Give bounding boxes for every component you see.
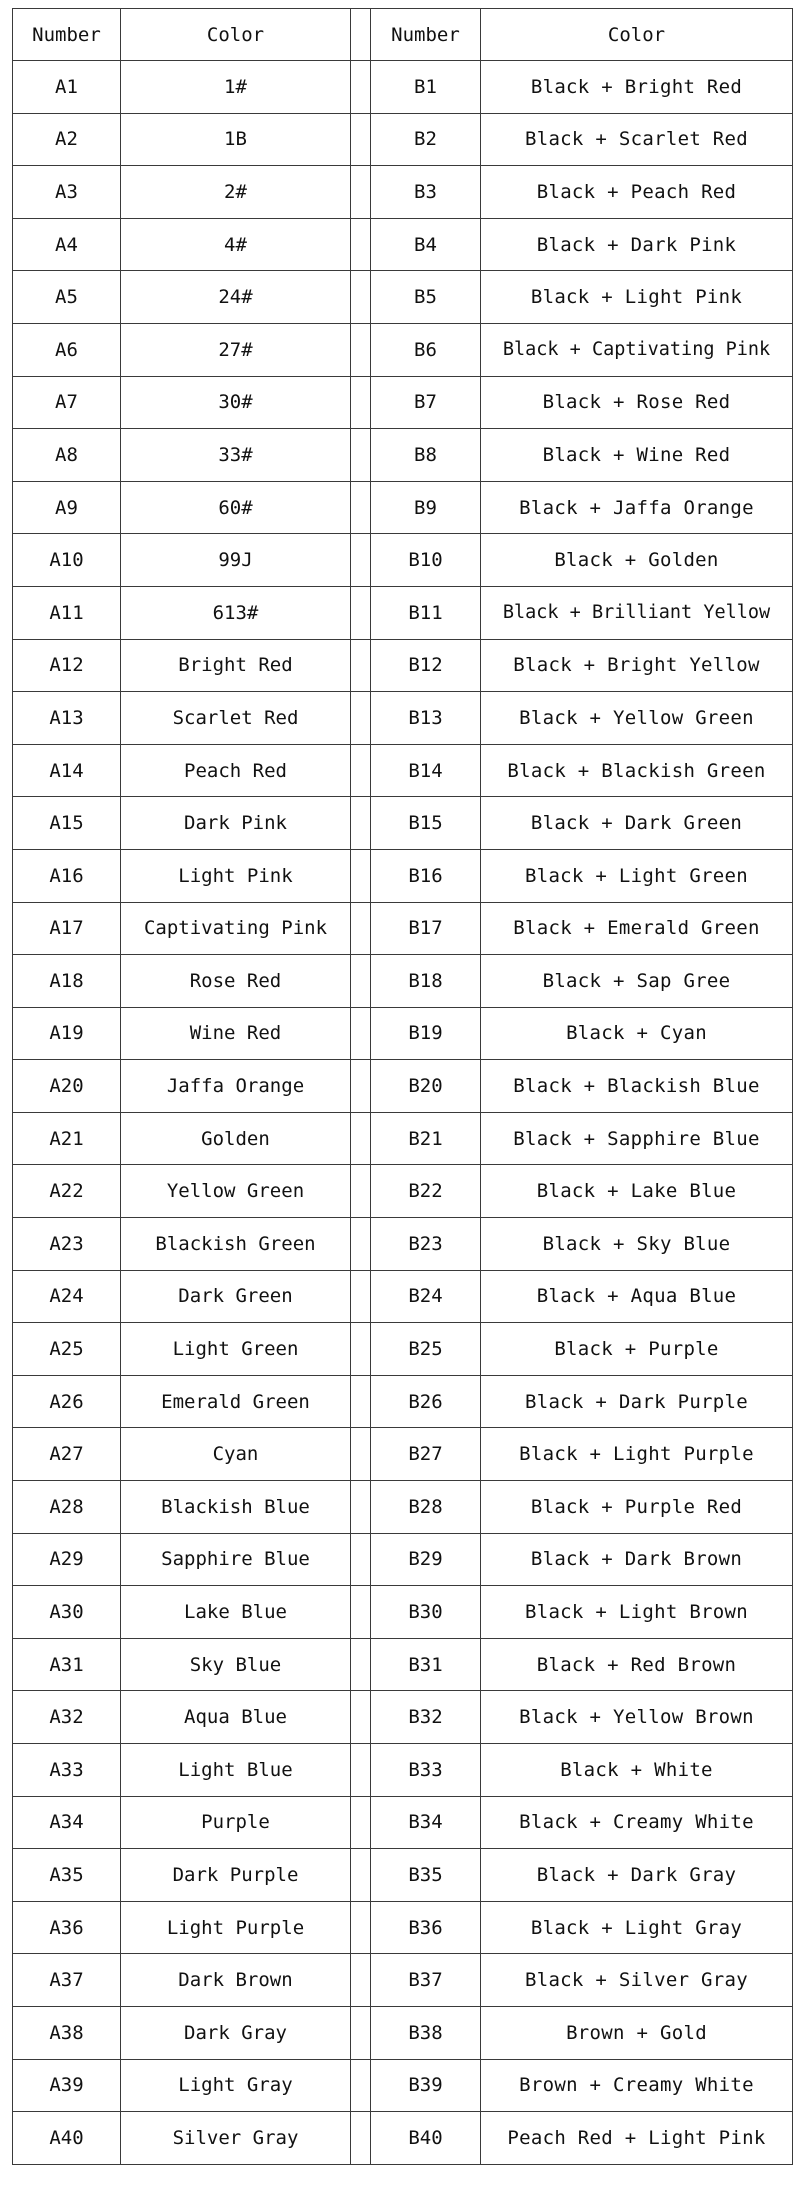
cell-color-b: Black + Aqua Blue xyxy=(481,1270,793,1323)
cell-number-a: A20 xyxy=(13,1060,121,1113)
cell-color-b: Black + Light Purple xyxy=(481,1428,793,1481)
table-row xyxy=(13,1218,793,1271)
color-table xyxy=(12,8,793,2165)
cell-number-b: B11 xyxy=(371,586,481,639)
column-gap xyxy=(351,586,371,639)
column-gap xyxy=(351,1796,371,1849)
cell-color-b: Black + Emerald Green xyxy=(481,902,793,955)
column-gap xyxy=(351,1165,371,1218)
cell-color-b: Black + Purple xyxy=(481,1323,793,1376)
cell-color-b: Black + Yellow Brown xyxy=(481,1691,793,1744)
table-row xyxy=(13,2059,793,2112)
column-gap xyxy=(351,1428,371,1481)
cell-number-b: B31 xyxy=(371,1638,481,1691)
cell-number-a: A22 xyxy=(13,1165,121,1218)
column-gap xyxy=(351,1270,371,1323)
column-gap xyxy=(351,9,371,61)
cell-color-b: Black + Dark Gray xyxy=(481,1849,793,1902)
cell-color-a: Light Gray xyxy=(121,2059,351,2112)
cell-color-a: 30# xyxy=(121,376,351,429)
cell-color-a: Scarlet Red xyxy=(121,692,351,745)
cell-color-b: Black + Dark Purple xyxy=(481,1375,793,1428)
cell-number-a: A25 xyxy=(13,1323,121,1376)
cell-color-b: Brown + Creamy White xyxy=(481,2059,793,2112)
column-gap xyxy=(351,429,371,482)
cell-number-b: B3 xyxy=(371,166,481,219)
cell-color-b: Black + Captivating Pink xyxy=(481,323,793,376)
cell-color-b: Black + Bright Red xyxy=(481,61,793,114)
cell-number-a: A7 xyxy=(13,376,121,429)
table-row xyxy=(13,1165,793,1218)
cell-number-a: A19 xyxy=(13,1007,121,1060)
column-gap xyxy=(351,1323,371,1376)
cell-number-b: B23 xyxy=(371,1218,481,1271)
cell-number-a: A24 xyxy=(13,1270,121,1323)
cell-color-b: Black + Peach Red xyxy=(481,166,793,219)
cell-color-a: Lake Blue xyxy=(121,1586,351,1639)
cell-number-a: A3 xyxy=(13,166,121,219)
cell-number-b: B30 xyxy=(371,1586,481,1639)
column-gap xyxy=(351,1060,371,1113)
column-gap xyxy=(351,2059,371,2112)
cell-number-b: B6 xyxy=(371,323,481,376)
table-row xyxy=(13,1586,793,1639)
table-row xyxy=(13,218,793,271)
cell-color-b: Black + Golden xyxy=(481,534,793,587)
cell-color-a: Dark Brown xyxy=(121,1954,351,2007)
column-gap xyxy=(351,1744,371,1797)
column-gap xyxy=(351,323,371,376)
column-gap xyxy=(351,218,371,271)
table-row xyxy=(13,955,793,1008)
cell-color-b: Black + Blackish Green xyxy=(481,744,793,797)
column-gap xyxy=(351,1007,371,1060)
column-gap xyxy=(351,271,371,324)
cell-number-a: A37 xyxy=(13,1954,121,2007)
cell-number-a: A27 xyxy=(13,1428,121,1481)
cell-color-b: Black + Bright Yellow xyxy=(481,639,793,692)
cell-color-a: Blackish Green xyxy=(121,1218,351,1271)
cell-color-b: Black + Wine Red xyxy=(481,429,793,482)
table-row xyxy=(13,1744,793,1797)
column-gap xyxy=(351,744,371,797)
cell-number-b: B2 xyxy=(371,113,481,166)
cell-number-a: A5 xyxy=(13,271,121,324)
cell-number-a: A17 xyxy=(13,902,121,955)
table-row xyxy=(13,1007,793,1060)
cell-number-b: B13 xyxy=(371,692,481,745)
table-row xyxy=(13,1901,793,1954)
header-row xyxy=(13,9,793,61)
cell-number-b: B38 xyxy=(371,2006,481,2059)
cell-number-a: A38 xyxy=(13,2006,121,2059)
column-gap xyxy=(351,1218,371,1271)
table-row xyxy=(13,797,793,850)
cell-number-a: A6 xyxy=(13,323,121,376)
cell-color-b: Black + Creamy White xyxy=(481,1796,793,1849)
cell-color-b: Black + Jaffa Orange xyxy=(481,481,793,534)
cell-color-b: Peach Red + Light Pink xyxy=(481,2112,793,2165)
column-gap xyxy=(351,849,371,902)
cell-number-a: A34 xyxy=(13,1796,121,1849)
cell-color-a: Golden xyxy=(121,1112,351,1165)
table-row xyxy=(13,1428,793,1481)
table-row xyxy=(13,1060,793,1113)
cell-color-b: Black + Dark Pink xyxy=(481,218,793,271)
column-gap xyxy=(351,1112,371,1165)
table-row xyxy=(13,1796,793,1849)
column-gap xyxy=(351,1375,371,1428)
table-row xyxy=(13,1112,793,1165)
cell-number-a: A13 xyxy=(13,692,121,745)
table-row xyxy=(13,1375,793,1428)
cell-number-b: B20 xyxy=(371,1060,481,1113)
table-row xyxy=(13,271,793,324)
cell-color-a: 33# xyxy=(121,429,351,482)
header-number-a: Number xyxy=(13,9,121,61)
cell-color-a: Sapphire Blue xyxy=(121,1533,351,1586)
cell-color-a: Peach Red xyxy=(121,744,351,797)
cell-number-b: B16 xyxy=(371,849,481,902)
cell-color-a: Aqua Blue xyxy=(121,1691,351,1744)
table-row xyxy=(13,113,793,166)
cell-color-a: Yellow Green xyxy=(121,1165,351,1218)
cell-color-a: Bright Red xyxy=(121,639,351,692)
cell-number-b: B9 xyxy=(371,481,481,534)
column-gap xyxy=(351,376,371,429)
cell-color-b: Black + Light Pink xyxy=(481,271,793,324)
cell-color-a: Sky Blue xyxy=(121,1638,351,1691)
table-row xyxy=(13,481,793,534)
cell-number-a: A31 xyxy=(13,1638,121,1691)
table-row xyxy=(13,166,793,219)
header-color-b: Color xyxy=(481,9,793,61)
cell-number-b: B8 xyxy=(371,429,481,482)
cell-number-b: B32 xyxy=(371,1691,481,1744)
cell-color-b: Black + Brilliant Yellow xyxy=(481,586,793,639)
column-gap xyxy=(351,113,371,166)
cell-number-a: A16 xyxy=(13,849,121,902)
cell-number-b: B36 xyxy=(371,1901,481,1954)
column-gap xyxy=(351,534,371,587)
cell-color-a: 4# xyxy=(121,218,351,271)
cell-number-b: B1 xyxy=(371,61,481,114)
table-row xyxy=(13,1849,793,1902)
cell-color-a: 1# xyxy=(121,61,351,114)
header-number-b: Number xyxy=(371,9,481,61)
cell-number-b: B22 xyxy=(371,1165,481,1218)
cell-color-a: 613# xyxy=(121,586,351,639)
column-gap xyxy=(351,481,371,534)
column-gap xyxy=(351,955,371,1008)
cell-number-b: B4 xyxy=(371,218,481,271)
cell-number-b: B5 xyxy=(371,271,481,324)
cell-number-b: B12 xyxy=(371,639,481,692)
cell-number-a: A15 xyxy=(13,797,121,850)
cell-number-b: B39 xyxy=(371,2059,481,2112)
column-gap xyxy=(351,2006,371,2059)
cell-number-b: B19 xyxy=(371,1007,481,1060)
cell-number-b: B35 xyxy=(371,1849,481,1902)
cell-color-a: Dark Green xyxy=(121,1270,351,1323)
column-gap xyxy=(351,166,371,219)
column-gap xyxy=(351,2112,371,2165)
cell-number-a: A8 xyxy=(13,429,121,482)
cell-color-a: Light Blue xyxy=(121,1744,351,1797)
cell-color-b: Black + Scarlet Red xyxy=(481,113,793,166)
cell-number-b: B29 xyxy=(371,1533,481,1586)
cell-number-b: B27 xyxy=(371,1428,481,1481)
cell-color-a: Blackish Blue xyxy=(121,1481,351,1534)
table-row xyxy=(13,376,793,429)
column-gap xyxy=(351,902,371,955)
cell-color-a: Wine Red xyxy=(121,1007,351,1060)
cell-number-a: A39 xyxy=(13,2059,121,2112)
table-row xyxy=(13,1270,793,1323)
cell-number-a: A18 xyxy=(13,955,121,1008)
table-row xyxy=(13,902,793,955)
cell-color-a: 1B xyxy=(121,113,351,166)
table-row xyxy=(13,744,793,797)
cell-color-b: Black + Blackish Blue xyxy=(481,1060,793,1113)
cell-number-a: A28 xyxy=(13,1481,121,1534)
column-gap xyxy=(351,1586,371,1639)
cell-number-b: B34 xyxy=(371,1796,481,1849)
cell-number-b: B10 xyxy=(371,534,481,587)
cell-number-a: A12 xyxy=(13,639,121,692)
cell-color-b: Black + Red Brown xyxy=(481,1638,793,1691)
cell-number-b: B18 xyxy=(371,955,481,1008)
cell-color-b: Black + Light Brown xyxy=(481,1586,793,1639)
cell-color-b: Black + Dark Brown xyxy=(481,1533,793,1586)
cell-color-b: Black + Purple Red xyxy=(481,1481,793,1534)
cell-number-b: B14 xyxy=(371,744,481,797)
table-row xyxy=(13,2112,793,2165)
cell-color-a: Dark Purple xyxy=(121,1849,351,1902)
cell-color-b: Black + Silver Gray xyxy=(481,1954,793,2007)
header-color-a: Color xyxy=(121,9,351,61)
cell-color-a: Dark Pink xyxy=(121,797,351,850)
cell-number-a: A35 xyxy=(13,1849,121,1902)
column-gap xyxy=(351,1691,371,1744)
cell-number-b: B21 xyxy=(371,1112,481,1165)
cell-number-a: A40 xyxy=(13,2112,121,2165)
cell-number-b: B15 xyxy=(371,797,481,850)
cell-number-a: A33 xyxy=(13,1744,121,1797)
cell-color-a: Jaffa Orange xyxy=(121,1060,351,1113)
cell-color-a: Cyan xyxy=(121,1428,351,1481)
cell-color-b: Black + Sky Blue xyxy=(481,1218,793,1271)
table-row xyxy=(13,1638,793,1691)
cell-number-a: A2 xyxy=(13,113,121,166)
cell-color-a: Silver Gray xyxy=(121,2112,351,2165)
cell-number-b: B26 xyxy=(371,1375,481,1428)
table-row xyxy=(13,2006,793,2059)
column-gap xyxy=(351,639,371,692)
cell-number-b: B7 xyxy=(371,376,481,429)
cell-color-b: Black + Lake Blue xyxy=(481,1165,793,1218)
cell-color-a: 60# xyxy=(121,481,351,534)
cell-number-a: A4 xyxy=(13,218,121,271)
table-row xyxy=(13,1481,793,1534)
cell-color-b: Black + Light Green xyxy=(481,849,793,902)
column-gap xyxy=(351,797,371,850)
cell-color-a: Light Green xyxy=(121,1323,351,1376)
table-row xyxy=(13,1323,793,1376)
column-gap xyxy=(351,692,371,745)
cell-number-b: B25 xyxy=(371,1323,481,1376)
cell-color-b: Black + Rose Red xyxy=(481,376,793,429)
cell-number-b: B28 xyxy=(371,1481,481,1534)
cell-number-a: A36 xyxy=(13,1901,121,1954)
cell-number-a: A1 xyxy=(13,61,121,114)
column-gap xyxy=(351,1901,371,1954)
cell-number-a: A32 xyxy=(13,1691,121,1744)
cell-color-a: 27# xyxy=(121,323,351,376)
cell-number-b: B24 xyxy=(371,1270,481,1323)
cell-color-b: Brown + Gold xyxy=(481,2006,793,2059)
table-row xyxy=(13,534,793,587)
column-gap xyxy=(351,1481,371,1534)
cell-number-b: B37 xyxy=(371,1954,481,2007)
cell-color-a: Light Pink xyxy=(121,849,351,902)
cell-color-a: Captivating Pink xyxy=(121,902,351,955)
column-gap xyxy=(351,61,371,114)
cell-color-b: Black + Dark Green xyxy=(481,797,793,850)
cell-number-a: A9 xyxy=(13,481,121,534)
cell-color-b: Black + Sapphire Blue xyxy=(481,1112,793,1165)
cell-number-a: A23 xyxy=(13,1218,121,1271)
cell-color-b: Black + Yellow Green xyxy=(481,692,793,745)
cell-number-a: A21 xyxy=(13,1112,121,1165)
cell-color-a: Emerald Green xyxy=(121,1375,351,1428)
cell-color-a: Purple xyxy=(121,1796,351,1849)
cell-color-a: Rose Red xyxy=(121,955,351,1008)
cell-color-a: 2# xyxy=(121,166,351,219)
table-row xyxy=(13,323,793,376)
cell-number-a: A26 xyxy=(13,1375,121,1428)
cell-number-a: A14 xyxy=(13,744,121,797)
table-row xyxy=(13,639,793,692)
cell-color-b: Black + Cyan xyxy=(481,1007,793,1060)
table-row xyxy=(13,1533,793,1586)
cell-color-a: 99J xyxy=(121,534,351,587)
table-row xyxy=(13,692,793,745)
cell-color-a: Dark Gray xyxy=(121,2006,351,2059)
cell-number-b: B17 xyxy=(371,902,481,955)
cell-number-a: A10 xyxy=(13,534,121,587)
column-gap xyxy=(351,1954,371,2007)
cell-number-a: A30 xyxy=(13,1586,121,1639)
table-row xyxy=(13,1691,793,1744)
table-row xyxy=(13,1954,793,2007)
column-gap xyxy=(351,1638,371,1691)
color-chart xyxy=(12,8,793,2165)
cell-color-a: 24# xyxy=(121,271,351,324)
table-row xyxy=(13,849,793,902)
cell-color-b: Black + Sap Gree xyxy=(481,955,793,1008)
cell-number-b: B33 xyxy=(371,1744,481,1797)
table-row xyxy=(13,586,793,639)
cell-color-b: Black + White xyxy=(481,1744,793,1797)
column-gap xyxy=(351,1533,371,1586)
cell-number-b: B40 xyxy=(371,2112,481,2165)
column-gap xyxy=(351,1849,371,1902)
cell-number-a: A29 xyxy=(13,1533,121,1586)
table-row xyxy=(13,61,793,114)
cell-color-b: Black + Light Gray xyxy=(481,1901,793,1954)
cell-number-a: A11 xyxy=(13,586,121,639)
table-row xyxy=(13,429,793,482)
cell-color-a: Light Purple xyxy=(121,1901,351,1954)
